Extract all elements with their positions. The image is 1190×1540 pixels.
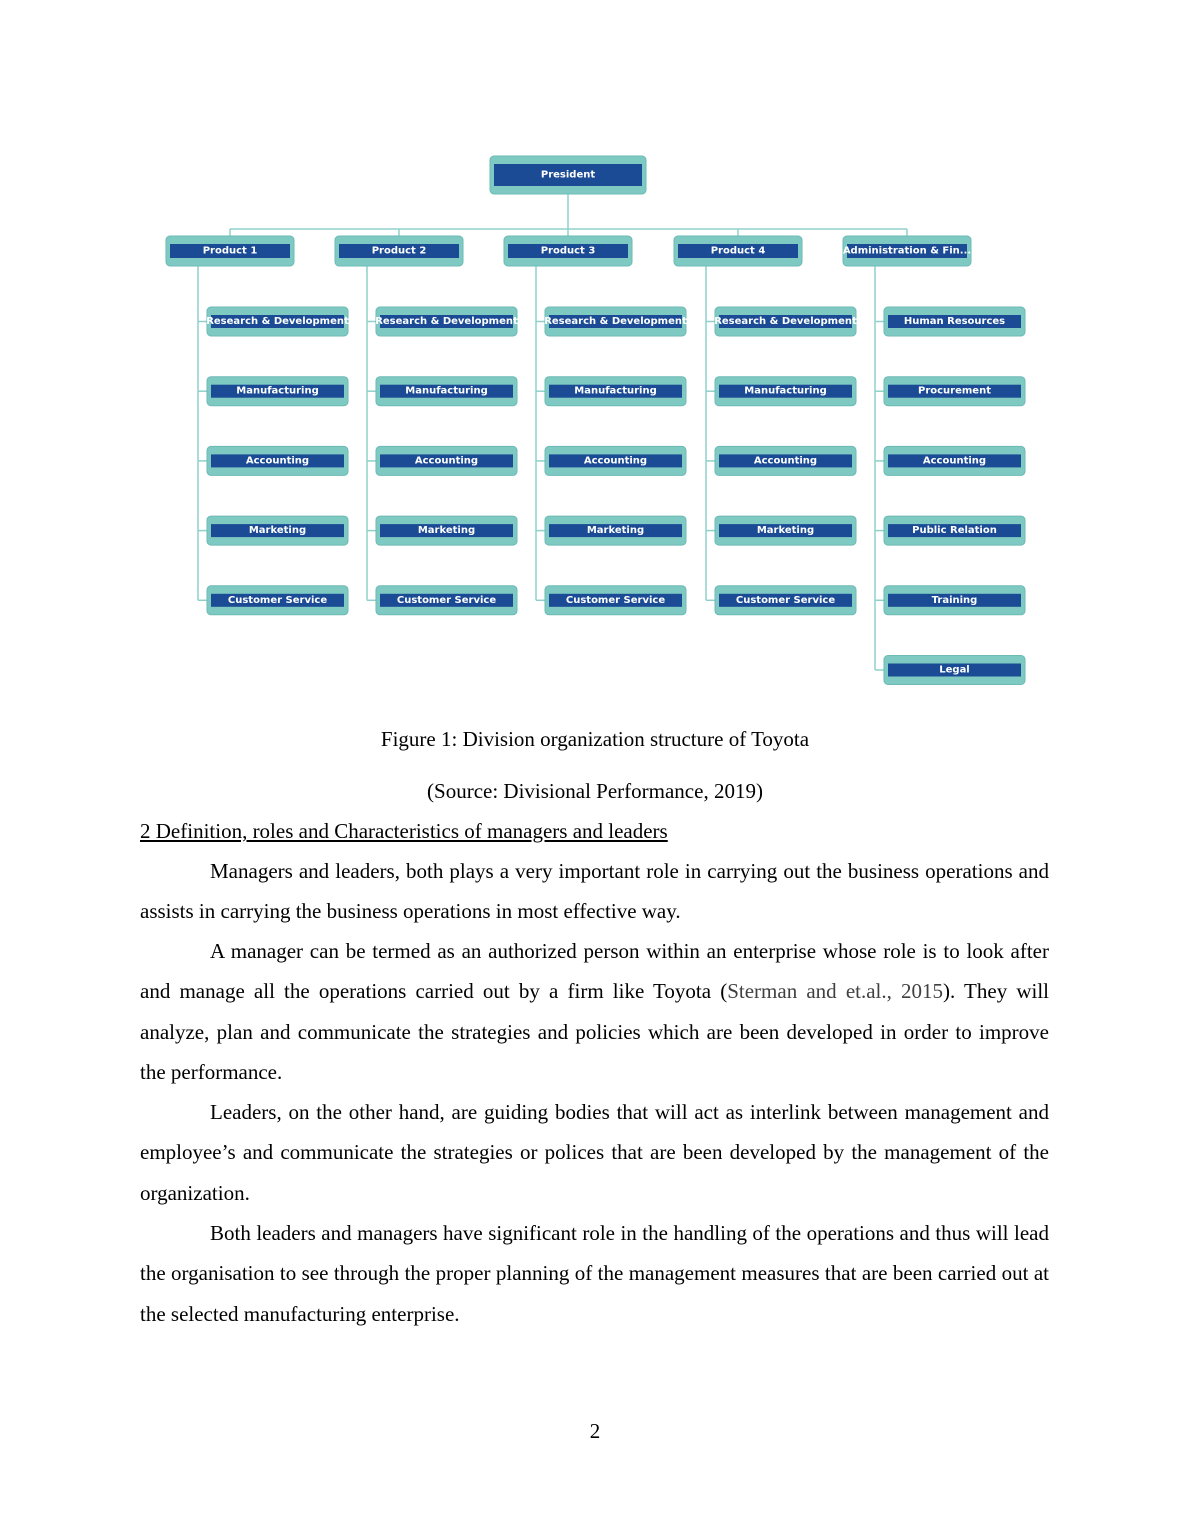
org-node-department	[715, 516, 856, 545]
org-node-president	[490, 156, 646, 194]
org-node-department-label: Marketing	[417, 525, 476, 537]
org-node-division	[674, 236, 802, 266]
org-node-department-label: Manufacturing	[574, 385, 657, 397]
org-node-division	[504, 236, 632, 266]
paragraph-manager-definition	[140, 931, 1049, 1092]
org-node-division	[166, 236, 294, 266]
org-node-department	[207, 377, 348, 406]
org-node-department	[884, 656, 1025, 685]
org-node-department	[207, 446, 348, 475]
org-node-department-label: Accounting	[753, 455, 818, 467]
org-node-department-label: Legal	[939, 664, 970, 676]
org-node-department-label: Customer Service	[565, 594, 666, 606]
org-node-department-label: Public Relation	[912, 525, 997, 537]
paragraph-managers-leaders: Managers and leaders, both plays a very important role in carrying out the business operations and assists in carrying the business operations in most effective way.	[140, 859, 1049, 924]
org-node-department-label: Customer Service	[735, 594, 836, 606]
org-node-department-label: Customer Service	[396, 594, 497, 606]
org-node-president-label: President	[540, 169, 596, 181]
figure-source: (Source: Divisional Performance, 2019)	[427, 779, 763, 803]
page-number: 2	[589, 1419, 601, 1443]
org-node-department	[207, 516, 348, 545]
org-node-department	[544, 307, 687, 336]
org-node-department	[207, 586, 348, 615]
org-node-department	[884, 586, 1025, 615]
org-node-department	[376, 446, 517, 475]
org-node-division-label: Product 2	[371, 245, 427, 257]
org-node-division	[843, 236, 971, 266]
org-node-department	[714, 307, 857, 336]
org-node-division-label: Product 4	[710, 245, 766, 257]
org-node-division-label: Product 1	[202, 245, 258, 257]
org-node-department-label: Research & Development	[714, 316, 857, 327]
org-node-department-label: Research & Development	[375, 316, 518, 327]
org-node-department-label: Accounting	[245, 455, 310, 467]
org-node-department	[545, 446, 686, 475]
org-node-department-label: Training	[931, 594, 978, 606]
org-node-department-label: Accounting	[583, 455, 648, 467]
paragraph-text: A manager can be termed as an authorized person within an enterprise whose role is to look after and manage all the operations carried out by a firm like Toyota (	[140, 939, 1049, 1004]
paragraph-text: ). They will analyze, plan and communicate the strategies and policies which are been developed in order to improve the performance.	[140, 979, 1050, 1084]
org-node-department	[884, 446, 1025, 475]
citation: Sterman and et.al., 2015	[727, 979, 944, 1004]
org-node-department-label: Marketing	[248, 525, 307, 537]
org-node-department	[376, 377, 517, 406]
org-node-department	[715, 586, 856, 615]
org-node-department	[206, 307, 349, 336]
org-node-division	[335, 236, 463, 266]
paragraph-leaders-definition: Leaders, on the other hand, are guiding bodies that will act as interlink between management and employee’s and communicate the strategies or polices that are been developed by the management of the organization.	[140, 1100, 1049, 1205]
org-node-department-label: Research & Development	[206, 316, 349, 327]
org-node-department	[884, 516, 1025, 545]
paragraph-roles-summary: Both leaders and managers have significant role in the handling of the operations and thus will lead the organisation to see through the proper planning of the management measures that are been carried out at the selected manufacturing enterprise.	[140, 1221, 1049, 1326]
org-node-department-label: Procurement	[918, 385, 991, 397]
org-node-department-label: Marketing	[586, 525, 645, 537]
org-node-department	[884, 307, 1025, 336]
org-node-department	[545, 516, 686, 545]
org-node-department-label: Manufacturing	[405, 385, 488, 397]
org-node-department-label: Marketing	[756, 525, 815, 537]
org-node-department-label: Manufacturing	[236, 385, 319, 397]
org-node-division-label: Product 3	[540, 245, 596, 257]
org-node-department	[884, 377, 1025, 406]
org-node-department-label: Manufacturing	[744, 385, 827, 397]
org-node-department	[715, 377, 856, 406]
section-heading: 2 Definition, roles and Characteristics of managers and leaders	[140, 819, 668, 843]
org-node-department-label: Research & Development	[544, 316, 687, 327]
org-node-department	[545, 377, 686, 406]
org-chart	[0, 0, 1190, 700]
org-node-department-label: Accounting	[922, 455, 987, 467]
org-node-department-label: Human Resources	[903, 316, 1006, 327]
org-node-department	[545, 586, 686, 615]
org-node-department	[376, 516, 517, 545]
org-node-department-label: Customer Service	[227, 594, 328, 606]
org-node-department	[715, 446, 856, 475]
figure-caption: Figure 1: Division organization structure of Toyota	[380, 727, 810, 751]
org-node-department	[376, 586, 517, 615]
org-node-division-label: Administration & Fin...	[842, 245, 972, 257]
org-node-department-label: Accounting	[414, 455, 479, 467]
org-node-department	[375, 307, 518, 336]
